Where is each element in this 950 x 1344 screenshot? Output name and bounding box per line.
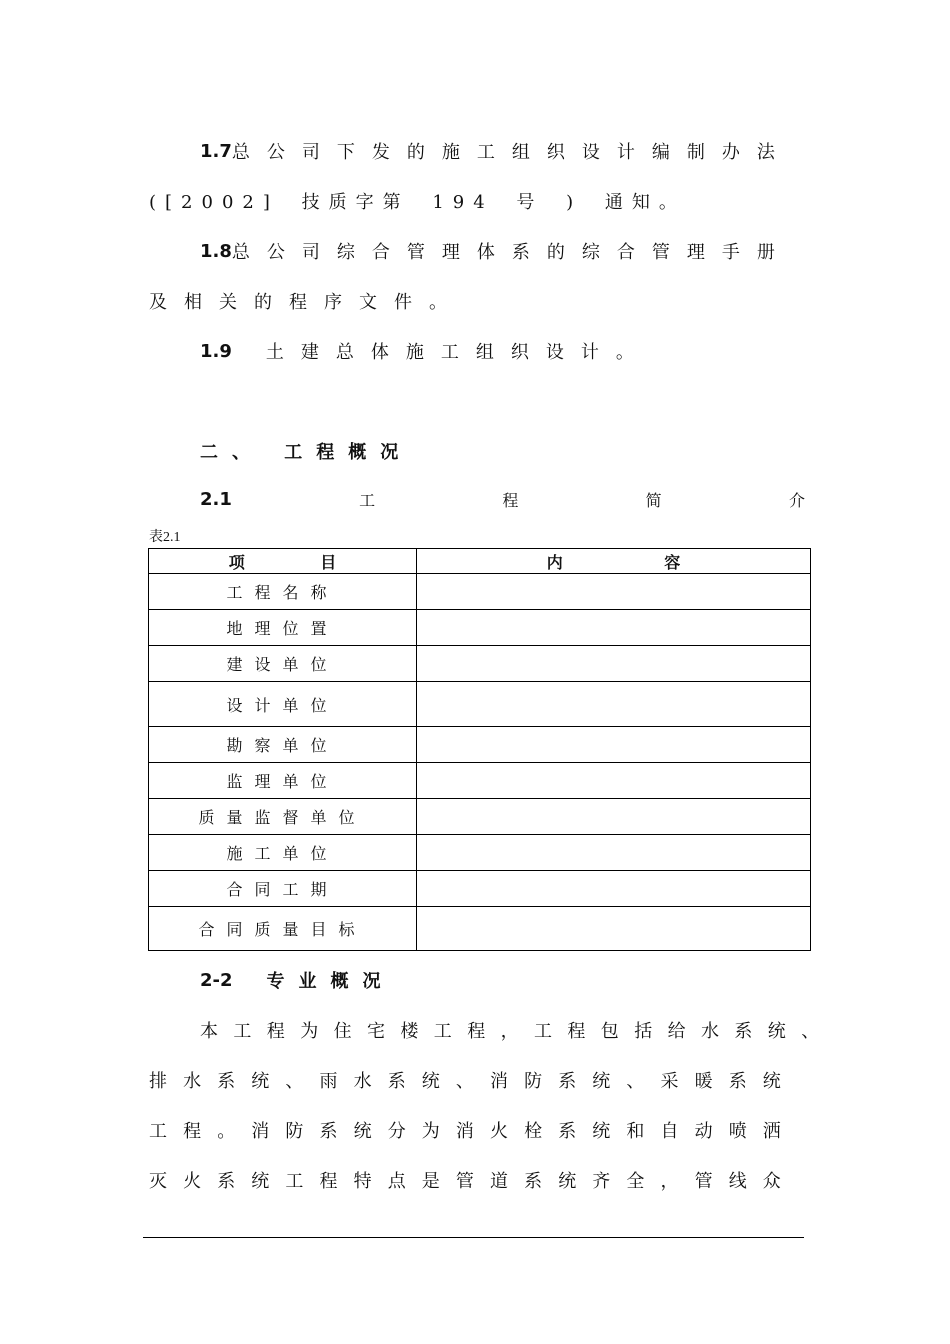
subsection-char: 工 <box>359 491 376 510</box>
row-value[interactable] <box>417 871 811 907</box>
header-item: 项 目 <box>149 549 417 574</box>
subsection-char: 介 <box>788 491 805 510</box>
para-1-8-cont <box>149 288 811 314</box>
table-row <box>149 574 811 610</box>
row-label: 合同质量目标 <box>149 907 417 951</box>
row-label: 设计单位 <box>149 682 417 727</box>
row-value[interactable] <box>417 799 811 835</box>
para-number: 1.9 <box>200 340 232 362</box>
body-line <box>200 1017 835 1043</box>
row-label: 勘察单位 <box>149 727 417 763</box>
subsection-char: 简 <box>645 491 662 510</box>
para-text: 总公司综合管理体系的综合管理手册 <box>231 242 792 263</box>
project-info-table <box>148 548 811 951</box>
subsection-number: 2.1 <box>200 489 232 510</box>
row-label: 质量监督单位 <box>149 799 417 835</box>
row-label: 建设单位 <box>149 646 417 682</box>
subsection-number: 2-2 <box>200 969 233 991</box>
table-row <box>149 907 811 951</box>
row-value[interactable] <box>417 835 811 871</box>
subsection-title: 专业概况 <box>266 971 395 992</box>
para-text: 土建总体施工组织设计。 <box>265 342 651 363</box>
para-text: 及相关的程序文件。 <box>149 292 464 313</box>
table-row <box>149 610 811 646</box>
para-1-7 <box>200 138 790 164</box>
body-text: 工程。消防系统分为消火栓系统和自动喷洒 <box>149 1121 797 1142</box>
row-value[interactable] <box>417 727 811 763</box>
row-value[interactable] <box>417 646 811 682</box>
row-label: 监理单位 <box>149 763 417 799</box>
para-text: 总公司下发的施工组织设计编制办法 <box>231 142 792 163</box>
header-content: 内 容 <box>417 549 811 574</box>
para-1-8 <box>200 238 790 264</box>
row-label: 工程名称 <box>149 574 417 610</box>
body-line <box>149 1067 811 1093</box>
table-header-row <box>149 549 811 574</box>
body-text: 排水系统、雨水系统、消防系统、采暖系统 <box>149 1071 797 1092</box>
table-row <box>149 763 811 799</box>
subsection-2-1 <box>200 488 805 511</box>
row-value[interactable] <box>417 763 811 799</box>
row-label: 施工单位 <box>149 835 417 871</box>
table-caption: 表2.1 <box>149 530 181 545</box>
table-row <box>149 835 811 871</box>
section-heading <box>200 438 862 464</box>
table-row <box>149 682 811 727</box>
footer-divider <box>143 1237 804 1238</box>
row-value[interactable] <box>417 682 811 727</box>
table-row <box>149 727 811 763</box>
body-line <box>149 1117 811 1143</box>
para-number: 1.8 <box>200 240 232 262</box>
body-line <box>149 1167 811 1193</box>
row-value[interactable] <box>417 574 811 610</box>
row-value[interactable] <box>417 610 811 646</box>
row-label: 合同工期 <box>149 871 417 907</box>
subsection-char: 程 <box>502 491 519 510</box>
row-label: 地理位置 <box>149 610 417 646</box>
table-row <box>149 646 811 682</box>
para-1-9 <box>200 338 651 364</box>
table-row <box>149 871 811 907</box>
para-1-7-cont <box>149 188 686 214</box>
row-value[interactable] <box>417 907 811 951</box>
para-number: 1.7 <box>200 140 232 162</box>
body-text: 灭火系统工程特点是管道系统齐全，管线众 <box>149 1171 797 1192</box>
para-text: ([2002] 技质字第 194 号 ) 通知。 <box>149 192 686 213</box>
table-row <box>149 799 811 835</box>
section-title: 二、 工程概况 <box>200 442 413 463</box>
subsection-2-2 <box>200 967 400 993</box>
body-text: 本工程为住宅楼工程，工程包括给水系统、 <box>200 1021 835 1042</box>
